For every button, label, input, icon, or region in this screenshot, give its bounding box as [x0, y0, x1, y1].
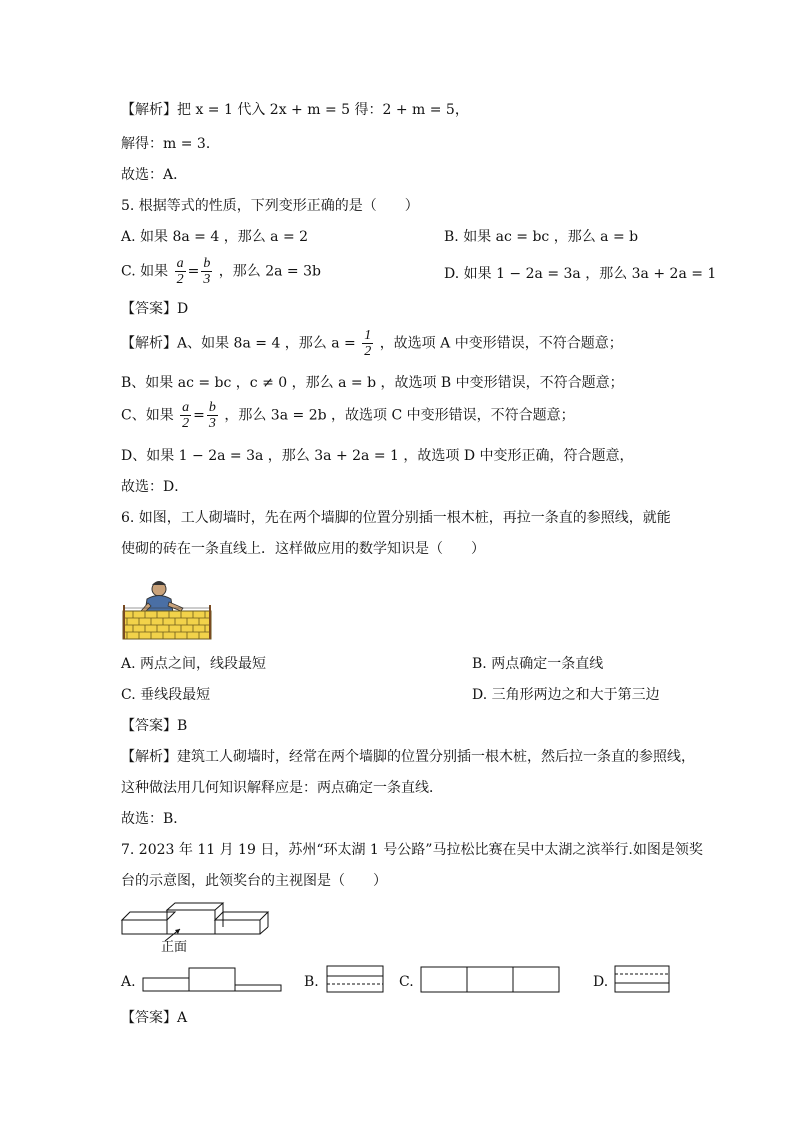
fraction-denominator: 2 [176, 272, 184, 287]
fraction-numerator: b [208, 400, 216, 415]
answer-6: 【答案】B [121, 718, 188, 734]
solution-line: 解得：m = 3． [121, 136, 220, 152]
q5-c-prefix: C. 如果 [121, 263, 169, 280]
fraction-denominator: 2 [182, 416, 190, 431]
exp5-c-right-fraction [207, 400, 218, 431]
fraction-numerator: a [182, 400, 190, 415]
q6-option-b: B. 两点确定一条直线 [472, 656, 604, 672]
answer-7: 【答案】A [121, 1010, 188, 1026]
q5-c-suffix: ，那么 2a = 3b [218, 263, 321, 280]
podium-figure [120, 902, 275, 954]
q7-option-b-figure [325, 964, 385, 994]
q7-option-a-figure [141, 966, 283, 994]
front-label: 正面 [161, 940, 188, 955]
fraction-denominator: 2 [364, 344, 372, 359]
explanation-5-c: C、如果 $\frac{a}{2}$ = $\frac{b}{3}$ ，那么 3a = 2b ，故选项 C 中变形错误，不符合题意； [121, 400, 575, 431]
question-6-line-2: 使砌的砖在一条直线上．这样做应用的数学知识是（ ） [121, 541, 485, 557]
q7-option-d-label: D. [593, 974, 609, 990]
q5-option-d: D. 如果 1 − 2a = 3a ，那么 3a + 2a = 1 [444, 266, 717, 282]
q5-c-right-fraction [201, 256, 212, 287]
selection-6: 故选：B． [121, 811, 188, 827]
q5-c-left-fraction [175, 256, 186, 287]
q6-option-c: C. 垂线段最短 [121, 687, 211, 703]
fraction-denominator: 3 [203, 272, 211, 287]
q7-option-b-label: B. [304, 974, 319, 990]
answer-5: 【答案】D [121, 301, 189, 317]
q5-option-c: C. 如果 $\frac{a}{2}$ = $\frac{b}{3}$ ，那么 2a = 3b [121, 256, 321, 287]
bricklayer-figure [121, 575, 217, 641]
q6-option-a: A. 两点之间，线段最短 [121, 656, 267, 672]
fraction-numerator: a [176, 256, 184, 271]
explanation-5-b: B、如果 ac = bc ，c ≠ 0 ，那么 a = b ，故选项 B 中变形错误，不符合题意； [121, 375, 624, 391]
fraction-denominator: 3 [208, 416, 216, 431]
explanation-6-line-1: 【解析】建筑工人砌墙时，经常在两个墙脚的位置分别插一根木桩，然后拉一条直的参照线， [121, 749, 695, 765]
q5-option-a: A. 如果 8a = 4 ，那么 a = 2 [121, 229, 309, 245]
fraction-numerator: b [203, 256, 211, 271]
q7-option-c-figure [419, 965, 563, 995]
q6-option-d: D. 三角形两边之和大于第三边 [472, 687, 660, 703]
q5-option-b: B. 如果 ac = bc ，那么 a = b [444, 229, 639, 245]
question-7-line-2: 台的示意图，此领奖台的主视图是（ ） [121, 873, 387, 889]
explanation-5-d: D、如果 1 − 2a = 3a ，那么 3a + 2a = 1 ，故选项 D 中变形正确，符合题意， [121, 448, 634, 464]
exp5-a-suffix: ，故选项 A 中变形错误，不符合题意； [379, 335, 623, 352]
q7-option-a-label: A. [121, 974, 136, 990]
question-5: 5. 根据等式的性质，下列变形正确的是（ ） [121, 198, 419, 214]
question-7-line-1: 7. 2023 年 11 月 19 日，苏州“环太湖 1 号公路”马拉松比赛在吴中太湖之滨举行.如图是领奖 [121, 842, 703, 858]
explanation-6-line-2: 这种做法用几何知识解释应是：两点确定一条直线． [121, 780, 443, 796]
explanation-5-a [121, 328, 623, 359]
question-6-line-1: 6. 如图，工人砌墙时，先在两个墙脚的位置分别插一根木桩，再拉一条直的参照线，就能 [121, 510, 671, 526]
selection-5: 故选：D． [121, 479, 189, 495]
exp5-c-suffix: ，那么 3a = 2b ，故选项 C 中变形错误，不符合题意； [224, 407, 575, 424]
selection-line: 故选：A． [121, 167, 188, 183]
q7-option-d-figure [613, 964, 671, 994]
exp5-c-prefix: C、如果 [121, 407, 174, 424]
exp5-a-fraction [362, 328, 373, 359]
q7-option-c-label: C. [399, 974, 414, 990]
exp5-c-left-fraction [180, 400, 191, 431]
explanation-line: 【解析】把 x = 1 代入 2x + m = 5 得：2 + m = 5， [121, 102, 469, 118]
fraction-numerator: 1 [364, 328, 372, 343]
exp5-a-prefix: 【解析】A、如果 8a = 4 ，那么 a = [121, 335, 356, 352]
